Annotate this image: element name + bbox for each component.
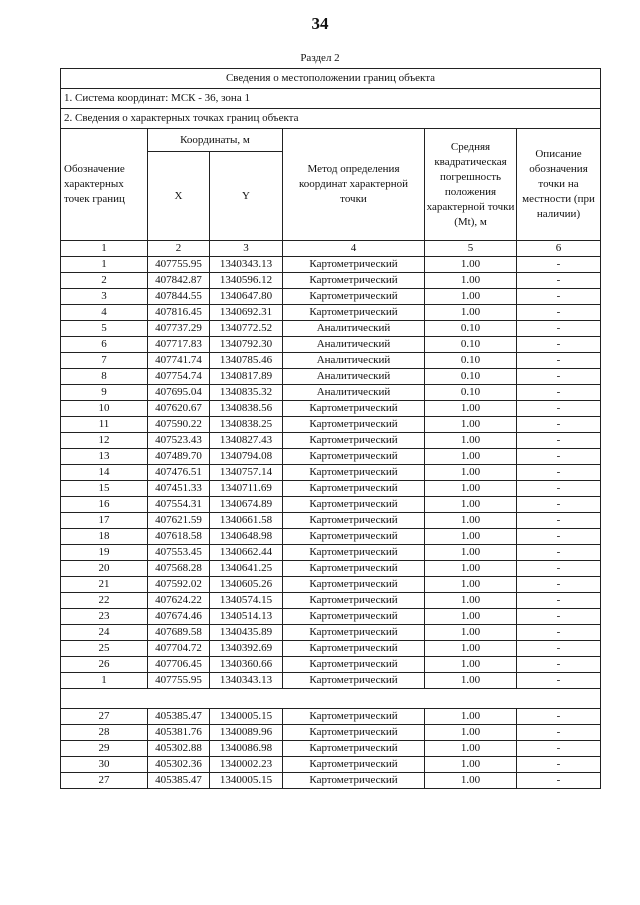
separator-row: [61, 689, 601, 709]
header-designation: Обозначение характерных точек границ: [61, 129, 148, 241]
x-coordinate: 407754.74: [148, 369, 210, 385]
table-row: [61, 385, 601, 401]
x-coordinate: 407592.02: [148, 577, 210, 593]
description: -: [517, 609, 601, 625]
x-coordinate: 407620.67: [148, 401, 210, 417]
mt-error: 1.00: [425, 741, 517, 757]
table-row: [61, 321, 601, 337]
y-coordinate: 1340692.31: [210, 305, 283, 321]
y-coordinate: 1340089.96: [210, 725, 283, 741]
table-row: [61, 725, 601, 741]
method: Картометрический: [283, 625, 425, 641]
x-coordinate: 407476.51: [148, 465, 210, 481]
table-row: [61, 401, 601, 417]
table-row: [61, 449, 601, 465]
mt-error: 1.00: [425, 497, 517, 513]
x-coordinate: 405381.76: [148, 725, 210, 741]
point-number: 4: [61, 305, 148, 321]
table-row: [61, 673, 601, 689]
method: Картометрический: [283, 593, 425, 609]
method: Картометрический: [283, 773, 425, 789]
point-number: 26: [61, 657, 148, 673]
description: -: [517, 577, 601, 593]
mt-error: 0.10: [425, 321, 517, 337]
point-number: 11: [61, 417, 148, 433]
description: -: [517, 593, 601, 609]
point-number: 27: [61, 709, 148, 725]
y-coordinate: 1340711.69: [210, 481, 283, 497]
table-title: Сведения о местоположении границ объекта: [61, 69, 601, 89]
mt-error: 1.00: [425, 757, 517, 773]
y-coordinate: 1340392.69: [210, 641, 283, 657]
x-coordinate: 407755.95: [148, 257, 210, 273]
header-error: Средняя квадратическая погрешность положения характерной точки (Mt), м: [425, 129, 517, 241]
x-coordinate: 407816.45: [148, 305, 210, 321]
description: -: [517, 657, 601, 673]
table-row: [61, 529, 601, 545]
point-number: 22: [61, 593, 148, 609]
y-coordinate: 1340002.23: [210, 757, 283, 773]
x-coordinate: 407618.58: [148, 529, 210, 545]
method: Картометрический: [283, 417, 425, 433]
mt-error: 1.00: [425, 513, 517, 529]
point-number: 16: [61, 497, 148, 513]
mt-error: 1.00: [425, 561, 517, 577]
point-number: 25: [61, 641, 148, 657]
y-coordinate: 1340835.32: [210, 385, 283, 401]
mt-error: 1.00: [425, 481, 517, 497]
y-coordinate: 1340596.12: [210, 273, 283, 289]
y-coordinate: 1340792.30: [210, 337, 283, 353]
y-coordinate: 1340785.46: [210, 353, 283, 369]
method: Картометрический: [283, 709, 425, 725]
description: -: [517, 481, 601, 497]
method: Картометрический: [283, 481, 425, 497]
table-row: [61, 657, 601, 673]
point-number: 6: [61, 337, 148, 353]
method: Картометрический: [283, 513, 425, 529]
y-coordinate: 1340574.15: [210, 593, 283, 609]
x-coordinate: 407695.04: [148, 385, 210, 401]
point-number: 20: [61, 561, 148, 577]
table-row: [61, 433, 601, 449]
table-row: [61, 465, 601, 481]
table-row: [61, 609, 601, 625]
description: -: [517, 401, 601, 417]
page-number: 34: [311, 14, 329, 33]
point-number: 1: [61, 257, 148, 273]
point-number: 3: [61, 289, 148, 305]
method: Картометрический: [283, 257, 425, 273]
mt-error: 1.00: [425, 545, 517, 561]
mt-error: 0.10: [425, 353, 517, 369]
column-number: 1: [61, 241, 148, 257]
x-coordinate: 407523.43: [148, 433, 210, 449]
x-coordinate: 407624.22: [148, 593, 210, 609]
x-coordinate: 407554.31: [148, 497, 210, 513]
x-coordinate: 407717.83: [148, 337, 210, 353]
y-coordinate: 1340838.25: [210, 417, 283, 433]
description: -: [517, 449, 601, 465]
y-coordinate: 1340343.13: [210, 257, 283, 273]
point-number: 2: [61, 273, 148, 289]
y-coordinate: 1340757.14: [210, 465, 283, 481]
point-number: 27: [61, 773, 148, 789]
header-description: Описание обозначения точки на местности (при наличии): [517, 129, 601, 241]
description: -: [517, 773, 601, 789]
method: Картометрический: [283, 657, 425, 673]
y-coordinate: 1340817.89: [210, 369, 283, 385]
mt-error: 1.00: [425, 577, 517, 593]
column-number: 4: [283, 241, 425, 257]
table-row: [61, 709, 601, 725]
mt-error: 1.00: [425, 417, 517, 433]
method: Картометрический: [283, 641, 425, 657]
mt-error: 1.00: [425, 257, 517, 273]
table-row: [61, 577, 601, 593]
x-coordinate: 407706.45: [148, 657, 210, 673]
x-coordinate: 405302.36: [148, 757, 210, 773]
x-coordinate: 407842.87: [148, 273, 210, 289]
mt-error: 1.00: [425, 609, 517, 625]
y-coordinate: 1340827.43: [210, 433, 283, 449]
description: -: [517, 417, 601, 433]
description: -: [517, 321, 601, 337]
mt-error: 1.00: [425, 465, 517, 481]
header-coordinates: Координаты, м: [148, 129, 283, 152]
table-row: [61, 257, 601, 273]
description: -: [517, 561, 601, 577]
x-coordinate: 407737.29: [148, 321, 210, 337]
description: -: [517, 725, 601, 741]
y-coordinate: 1340343.13: [210, 673, 283, 689]
header-y: Y: [210, 152, 283, 241]
table-row: [61, 773, 601, 789]
mt-error: 1.00: [425, 709, 517, 725]
table-row: [61, 625, 601, 641]
description: -: [517, 465, 601, 481]
point-number: 5: [61, 321, 148, 337]
y-coordinate: 1340605.26: [210, 577, 283, 593]
y-coordinate: 1340661.58: [210, 513, 283, 529]
point-number: 1: [61, 673, 148, 689]
table-row: [61, 289, 601, 305]
section-title: Раздел 2: [300, 52, 340, 64]
method: Картометрический: [283, 609, 425, 625]
description: -: [517, 305, 601, 321]
description: -: [517, 757, 601, 773]
method: Картометрический: [283, 529, 425, 545]
point-number: 17: [61, 513, 148, 529]
point-number: 21: [61, 577, 148, 593]
method: Картометрический: [283, 757, 425, 773]
point-number: 13: [61, 449, 148, 465]
point-number: 29: [61, 741, 148, 757]
point-number: 24: [61, 625, 148, 641]
mt-error: 1.00: [425, 625, 517, 641]
table-row: [61, 593, 601, 609]
x-coordinate: 407741.74: [148, 353, 210, 369]
y-coordinate: 1340360.66: [210, 657, 283, 673]
point-number: 18: [61, 529, 148, 545]
mt-error: 1.00: [425, 529, 517, 545]
y-coordinate: 1340514.13: [210, 609, 283, 625]
method: Картометрический: [283, 433, 425, 449]
y-coordinate: 1340648.98: [210, 529, 283, 545]
description: -: [517, 513, 601, 529]
mt-error: 0.10: [425, 369, 517, 385]
x-coordinate: 407674.46: [148, 609, 210, 625]
description: -: [517, 545, 601, 561]
y-coordinate: 1340005.15: [210, 773, 283, 789]
mt-error: 1.00: [425, 305, 517, 321]
description: -: [517, 337, 601, 353]
y-coordinate: 1340838.56: [210, 401, 283, 417]
y-coordinate: 1340086.98: [210, 741, 283, 757]
mt-error: 0.10: [425, 337, 517, 353]
y-coordinate: 1340435.89: [210, 625, 283, 641]
method: Картометрический: [283, 273, 425, 289]
x-coordinate: 407704.72: [148, 641, 210, 657]
description: -: [517, 369, 601, 385]
boundary-points-table: [60, 68, 601, 789]
column-numbers-row: [61, 241, 601, 257]
x-coordinate: 407489.70: [148, 449, 210, 465]
mt-error: 1.00: [425, 773, 517, 789]
y-coordinate: 1340794.08: [210, 449, 283, 465]
mt-error: 1.00: [425, 593, 517, 609]
method: Картометрический: [283, 289, 425, 305]
y-coordinate: 1340005.15: [210, 709, 283, 725]
mt-error: 1.00: [425, 433, 517, 449]
method: Картометрический: [283, 725, 425, 741]
table-row: [61, 641, 601, 657]
points-title-row: [61, 109, 601, 129]
point-number: 7: [61, 353, 148, 369]
point-number: 14: [61, 465, 148, 481]
table-row: [61, 757, 601, 773]
description: -: [517, 289, 601, 305]
description: -: [517, 625, 601, 641]
column-number: 6: [517, 241, 601, 257]
description: -: [517, 353, 601, 369]
y-coordinate: 1340772.52: [210, 321, 283, 337]
y-coordinate: 1340674.89: [210, 497, 283, 513]
point-number: 30: [61, 757, 148, 773]
points-title: 2. Сведения о характерных точках границ объекта: [61, 109, 601, 129]
description: -: [517, 641, 601, 657]
column-number: 2: [148, 241, 210, 257]
mt-error: 1.00: [425, 657, 517, 673]
method: Картометрический: [283, 741, 425, 757]
description: -: [517, 529, 601, 545]
method: Картометрический: [283, 561, 425, 577]
table-row: [61, 545, 601, 561]
method: Картометрический: [283, 577, 425, 593]
y-coordinate: 1340662.44: [210, 545, 283, 561]
method: Аналитический: [283, 321, 425, 337]
table-row: [61, 513, 601, 529]
point-number: 9: [61, 385, 148, 401]
x-coordinate: 407844.55: [148, 289, 210, 305]
point-number: 12: [61, 433, 148, 449]
table-row: [61, 417, 601, 433]
point-number: 28: [61, 725, 148, 741]
point-number: 10: [61, 401, 148, 417]
point-number: 19: [61, 545, 148, 561]
x-coordinate: 405385.47: [148, 709, 210, 725]
x-coordinate: 407689.58: [148, 625, 210, 641]
method: Картометрический: [283, 673, 425, 689]
mt-error: 1.00: [425, 725, 517, 741]
x-coordinate: 407568.28: [148, 561, 210, 577]
x-coordinate: 407590.22: [148, 417, 210, 433]
method: Аналитический: [283, 369, 425, 385]
mt-error: 1.00: [425, 641, 517, 657]
description: -: [517, 673, 601, 689]
description: -: [517, 257, 601, 273]
method: Картометрический: [283, 401, 425, 417]
point-number: 15: [61, 481, 148, 497]
method: Аналитический: [283, 385, 425, 401]
description: -: [517, 433, 601, 449]
x-coordinate: 407755.95: [148, 673, 210, 689]
mt-error: 1.00: [425, 673, 517, 689]
x-coordinate: 405385.47: [148, 773, 210, 789]
mt-error: 1.00: [425, 449, 517, 465]
mt-error: 1.00: [425, 401, 517, 417]
point-number: 23: [61, 609, 148, 625]
mt-error: 1.00: [425, 273, 517, 289]
y-coordinate: 1340647.80: [210, 289, 283, 305]
header-x: X: [148, 152, 210, 241]
x-coordinate: 407451.33: [148, 481, 210, 497]
table-row: [61, 561, 601, 577]
method: Картометрический: [283, 305, 425, 321]
table-row: [61, 353, 601, 369]
method: Картометрический: [283, 465, 425, 481]
description: -: [517, 273, 601, 289]
x-coordinate: 405302.88: [148, 741, 210, 757]
description: -: [517, 497, 601, 513]
separator-cell: [61, 689, 601, 709]
method: Аналитический: [283, 353, 425, 369]
column-number: 3: [210, 241, 283, 257]
method: Картометрический: [283, 545, 425, 561]
point-number: 8: [61, 369, 148, 385]
table-row: [61, 273, 601, 289]
table-row: [61, 337, 601, 353]
description: -: [517, 741, 601, 757]
header-method: Метод определения координат характерной точки: [283, 129, 425, 241]
header-row-1: [61, 129, 601, 152]
description: -: [517, 385, 601, 401]
table-row: [61, 369, 601, 385]
x-coordinate: 407621.59: [148, 513, 210, 529]
table-row: [61, 497, 601, 513]
description: -: [517, 709, 601, 725]
coord-system: 1. Система координат: МСК - 36, зона 1: [61, 89, 601, 109]
table-title-row: [61, 69, 601, 89]
x-coordinate: 407553.45: [148, 545, 210, 561]
method: Картометрический: [283, 449, 425, 465]
table-row: [61, 305, 601, 321]
column-number: 5: [425, 241, 517, 257]
mt-error: 0.10: [425, 385, 517, 401]
table-row: [61, 741, 601, 757]
table-row: [61, 481, 601, 497]
coord-system-row: [61, 89, 601, 109]
mt-error: 1.00: [425, 289, 517, 305]
method: Аналитический: [283, 337, 425, 353]
method: Картометрический: [283, 497, 425, 513]
y-coordinate: 1340641.25: [210, 561, 283, 577]
